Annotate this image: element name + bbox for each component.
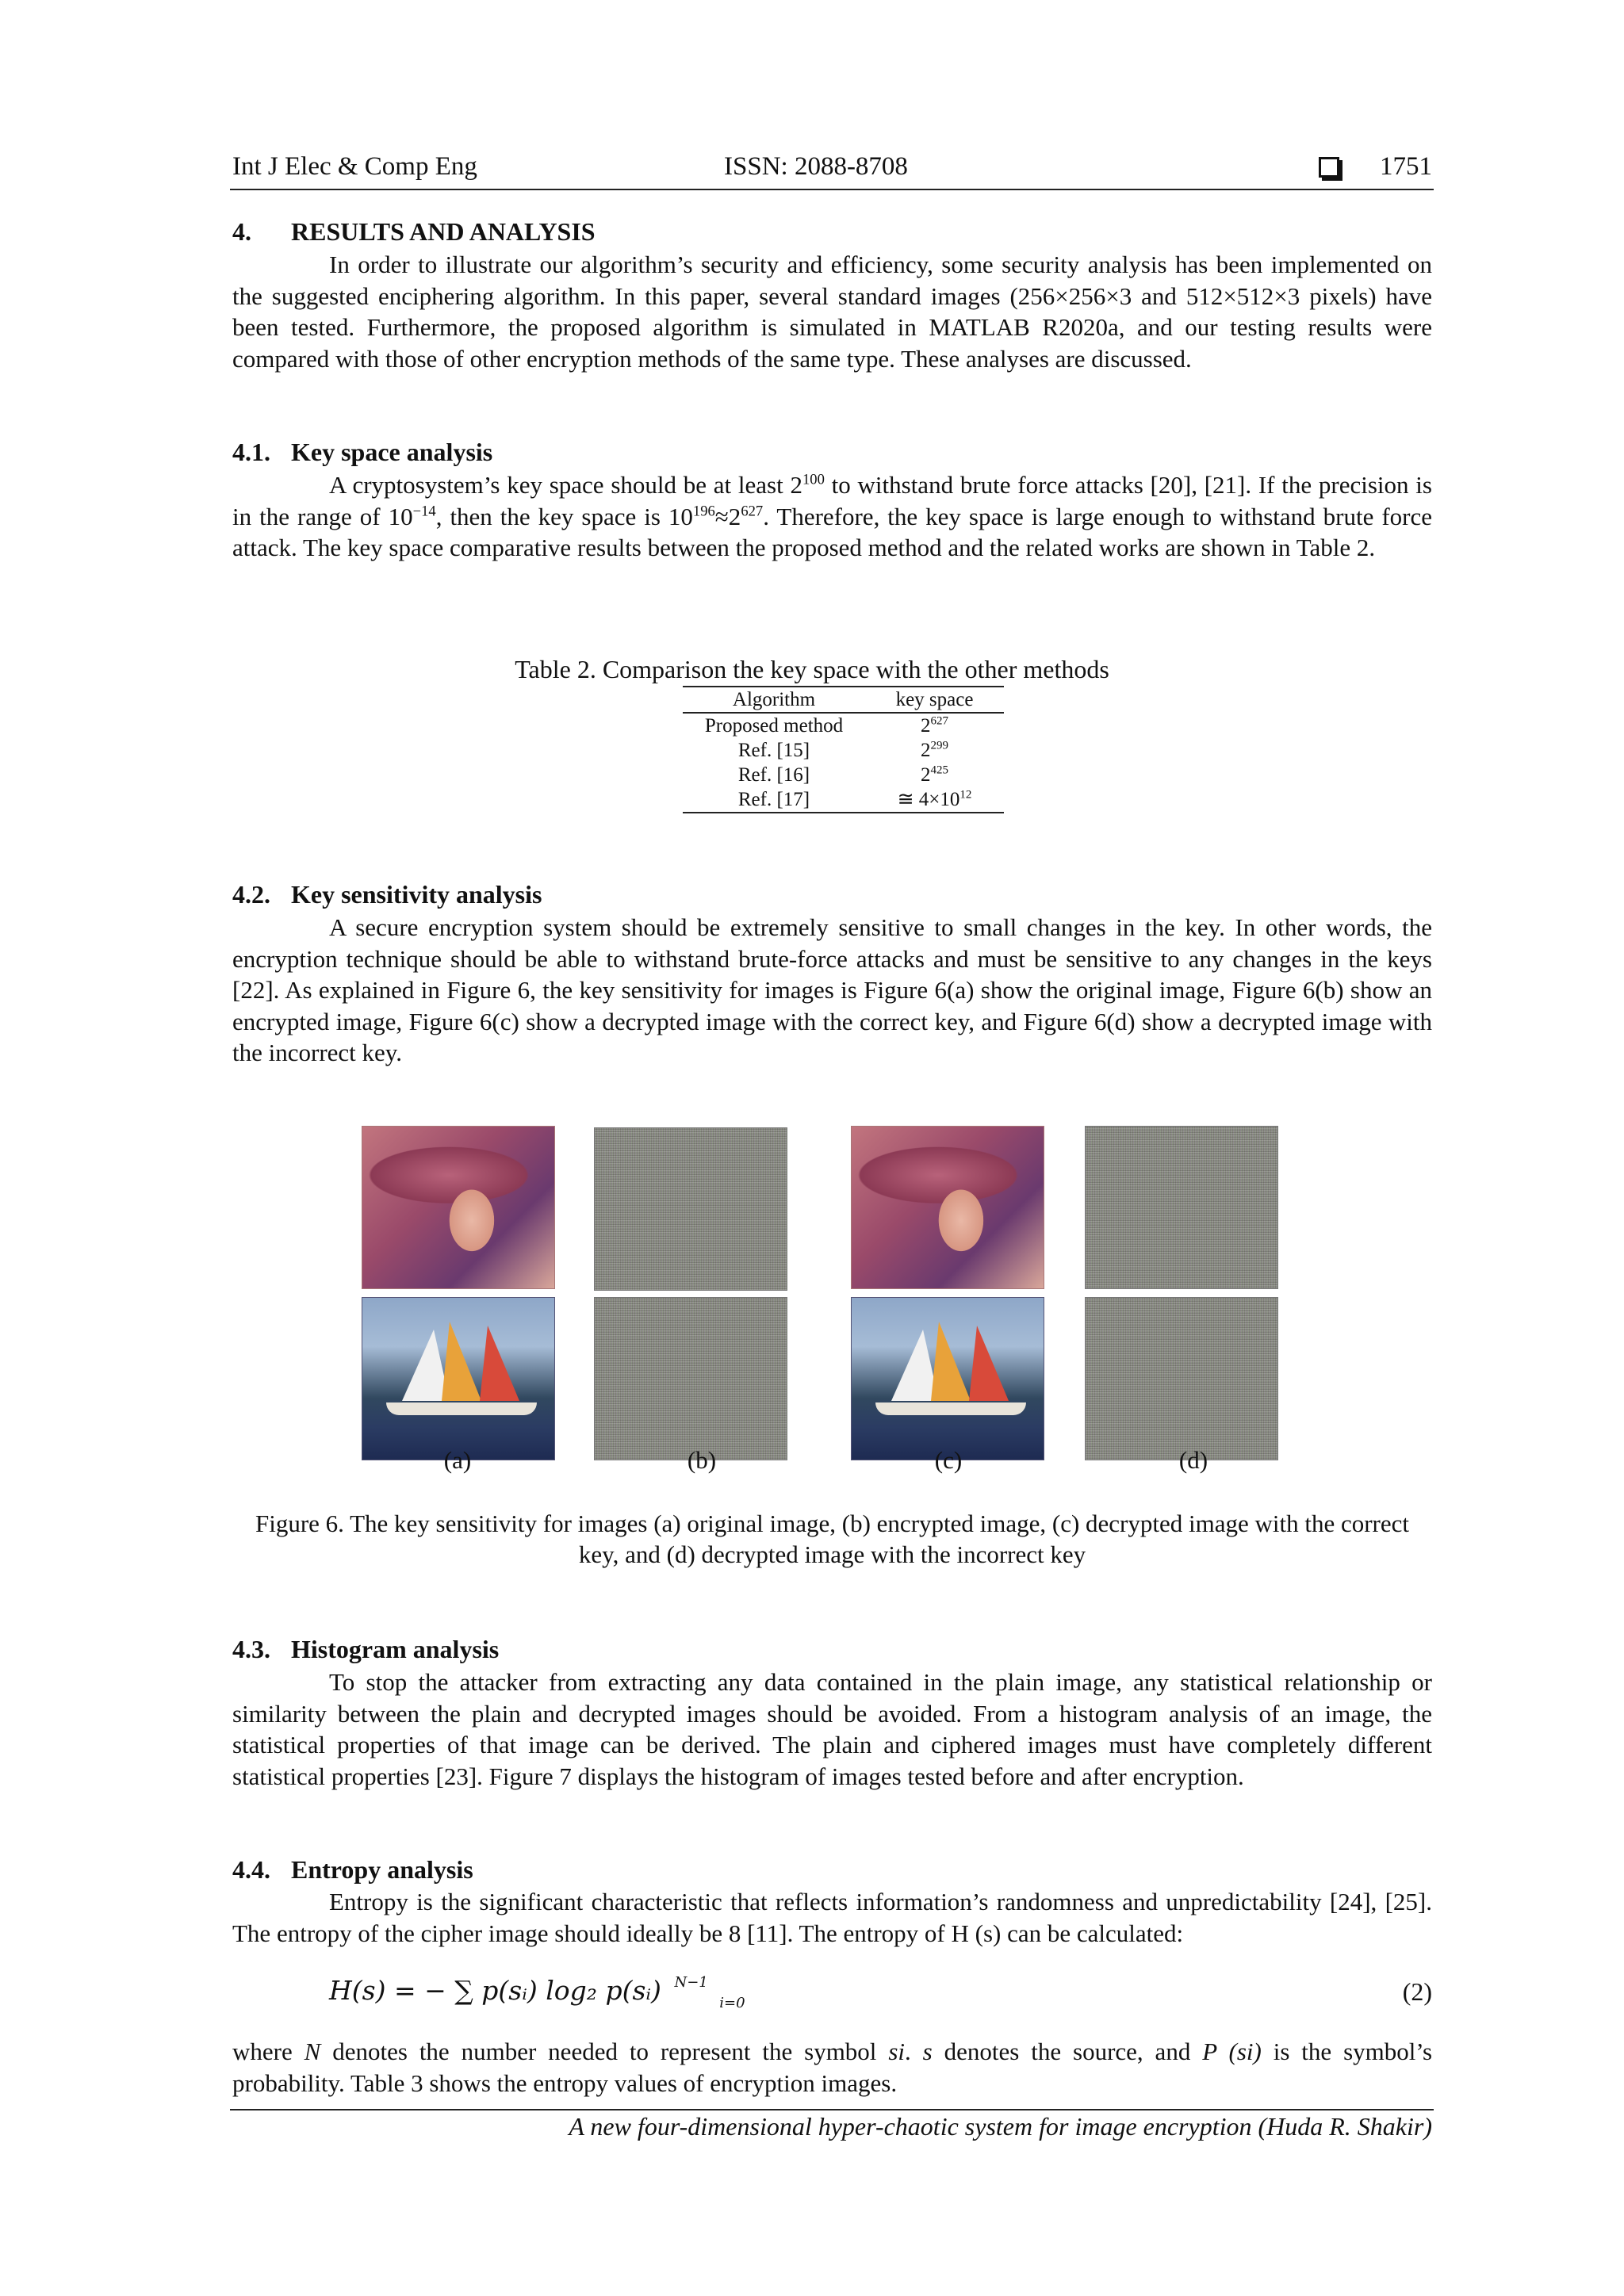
- paragraph-text: denotes the number needed to represent the symbol: [320, 2038, 889, 2065]
- table-caption: Table 2. Comparison the key space with the other methods: [515, 655, 1109, 683]
- subsection-number: 4.2.: [232, 880, 270, 909]
- table-cell: [865, 713, 1004, 738]
- paragraph: [232, 469, 1432, 564]
- page-number: 1751: [1380, 152, 1432, 181]
- header-rule: [230, 189, 1434, 190]
- subsection-title: Histogram analysis: [291, 1635, 500, 1663]
- equation-text: H(s) = − ∑ p(sᵢ) log₂ p(sᵢ): [329, 1975, 661, 2006]
- key-space-table: [683, 686, 1004, 813]
- paragraph-text: where: [232, 2038, 304, 2065]
- table-cell: Ref. [15]: [737, 740, 810, 761]
- superscript: 627: [741, 503, 764, 520]
- sailboat-encrypted-image: [594, 1297, 787, 1460]
- paragraph: [232, 1667, 1432, 1792]
- italic-symbol: s: [922, 2038, 933, 2065]
- paragraph-text: is the symbol’s probability. Table 3 shows the entropy values of encryption images.: [232, 2038, 1433, 2097]
- subsection-heading: [232, 880, 542, 909]
- figure-label: (d): [1178, 1446, 1208, 1474]
- paragraph-text: A secure encryption system should be extremely sensitive to small changes in the key. In other words, the encryption technique should be able to withstand brute-force attacks and must be sensitive to any changes in the keys [22]. As explained in Figure 6, the key sensitivity for images is Figure 6(a) show the original image, Figure 6(b) show an encrypted image, Figure 6(c) show a decrypted image with the correct key, and Figure 6(d) show a decrypted image with the incorrect key.: [232, 913, 1432, 1066]
- paragraph: [232, 2036, 1432, 2099]
- table-cell: [865, 738, 1004, 763]
- cell-value: 2: [921, 764, 931, 786]
- figure-caption: Figure 6. The key sensitivity for images (a) original image, (b) encrypted image, (c) decrypted image with the correct key, and (d) decrypted image with the incorrect key: [255, 1510, 1410, 1568]
- paragraph-text: . Therefore, the key space is large enough to withstand brute force attack. The key space comparative results between the proposed method and the related works are shown in Table 2.: [232, 502, 1433, 561]
- running-title: A new four-dimensional hyper-chaotic system for image encryption (Huda R. Shakir): [569, 2112, 1432, 2141]
- table-header-row: [683, 687, 1004, 713]
- italic-symbol: N: [304, 2038, 321, 2065]
- page-header: [232, 152, 1432, 192]
- subsection-heading: [232, 1855, 473, 1885]
- superscript: 425: [930, 763, 948, 777]
- sailboat-decrypted-correct-image: [851, 1297, 1044, 1460]
- cell-value: ≅ 4×10: [897, 789, 960, 810]
- paragraph-text: In order to illustrate our algorithm’s security and efficiency, some security analysis has been implemented on the suggested enciphering algorithm. In this paper, several standard images (256×256×3 and 512×512×3 pixels) have been tested. Furthermore, the proposed algorithm is simulated in MATLAB R2020a, and our testing results were compared with those of other encryption methods of the same type. These analyses are discussed.: [232, 251, 1432, 373]
- superscript: 12: [959, 788, 972, 802]
- section-heading: [232, 217, 596, 247]
- table-cell: [865, 763, 1004, 787]
- journal-name: Int J Elec & Comp Eng: [232, 152, 477, 181]
- superscript: 627: [930, 714, 948, 728]
- paragraph-text: ≈2: [714, 502, 741, 530]
- cell-value: 2: [921, 740, 931, 761]
- lena-decrypted-incorrect-image: [1085, 1126, 1278, 1289]
- table-row: [683, 738, 1004, 763]
- equation-number: (2): [1402, 1977, 1432, 2006]
- lena-original-image: [362, 1126, 555, 1289]
- table-cell: [865, 787, 1004, 813]
- column-header: key space: [865, 687, 1004, 713]
- table-cell: Proposed method: [704, 715, 844, 737]
- entropy-equation: [329, 1974, 745, 2011]
- superscript: −14: [412, 503, 436, 520]
- subsection-number: 4.1.: [232, 438, 270, 466]
- italic-symbol: si: [888, 2038, 906, 2065]
- paragraph: [232, 1886, 1432, 1949]
- paragraph-text: .: [905, 2038, 923, 2065]
- paragraph-text: , then the key space is 10: [435, 502, 693, 530]
- subsection-title: Entropy analysis: [291, 1855, 473, 1884]
- sailboat-decrypted-incorrect-image: [1085, 1297, 1278, 1460]
- table-cell: Ref. [16]: [737, 764, 810, 786]
- subsection-heading: [232, 438, 492, 467]
- paragraph: [232, 249, 1432, 374]
- table-row: [683, 713, 1004, 738]
- subsection-title: Key space analysis: [291, 438, 493, 466]
- sailboat-original-image: [362, 1297, 555, 1460]
- table-row: [683, 787, 1004, 813]
- column-header: Algorithm: [683, 687, 865, 713]
- paragraph-text: A cryptosystem’s key space should be at least 2: [329, 471, 802, 499]
- superscript: 196: [692, 503, 715, 520]
- section-title: RESULTS AND ANALYSIS: [291, 217, 596, 246]
- sum-upper-limit: N−1: [674, 1974, 708, 1991]
- paragraph-text: To stop the attacker from extracting any data contained in the plain image, any statistical relationship or similarity between the plain and decrypted images should be avoided. From a histogram analysis of an image, the statistical properties of that image can be derived. The plain and ciphered images must have completely different statistical properties [23]. Figure 7 displays the histogram of images tested before and after encryption.: [232, 1668, 1432, 1790]
- subsection-number: 4.4.: [232, 1855, 270, 1884]
- paragraph-text: to withstand brute force attacks [20], [21]. If the precision is in the range of 10: [232, 471, 1432, 530]
- sum-lower-limit: i=0: [719, 1995, 745, 2011]
- figure-label: (a): [443, 1446, 472, 1474]
- table-row: [683, 763, 1004, 787]
- lena-encrypted-image: [594, 1127, 787, 1291]
- superscript: 299: [930, 739, 948, 752]
- cell-value: 2: [921, 715, 931, 737]
- subsection-heading: [232, 1635, 499, 1664]
- figure-label: (b): [687, 1446, 717, 1474]
- footer-rule: [230, 2109, 1434, 2110]
- issn: ISSN: 2088-8708: [724, 152, 908, 181]
- italic-symbol: P (si): [1202, 2038, 1262, 2065]
- subsection-title: Key sensitivity analysis: [291, 880, 542, 909]
- paragraph: [232, 912, 1432, 1069]
- figure-label: (c): [934, 1446, 963, 1474]
- lena-decrypted-correct-image: [851, 1126, 1044, 1289]
- subsection-number: 4.3.: [232, 1635, 270, 1663]
- square-bullet-icon: [1319, 157, 1339, 178]
- table-cell: Ref. [17]: [683, 787, 865, 813]
- paragraph-text: denotes the source, and: [932, 2038, 1203, 2065]
- paragraph-text: Entropy is the significant characteristic that reflects information’s randomness and unpredictability [24], [25]. The entropy of the cipher image should ideally be 8 [11]. The entropy of H (s) can be calculated:: [232, 1888, 1432, 1947]
- section-number: 4.: [232, 217, 251, 246]
- superscript: 100: [802, 471, 825, 488]
